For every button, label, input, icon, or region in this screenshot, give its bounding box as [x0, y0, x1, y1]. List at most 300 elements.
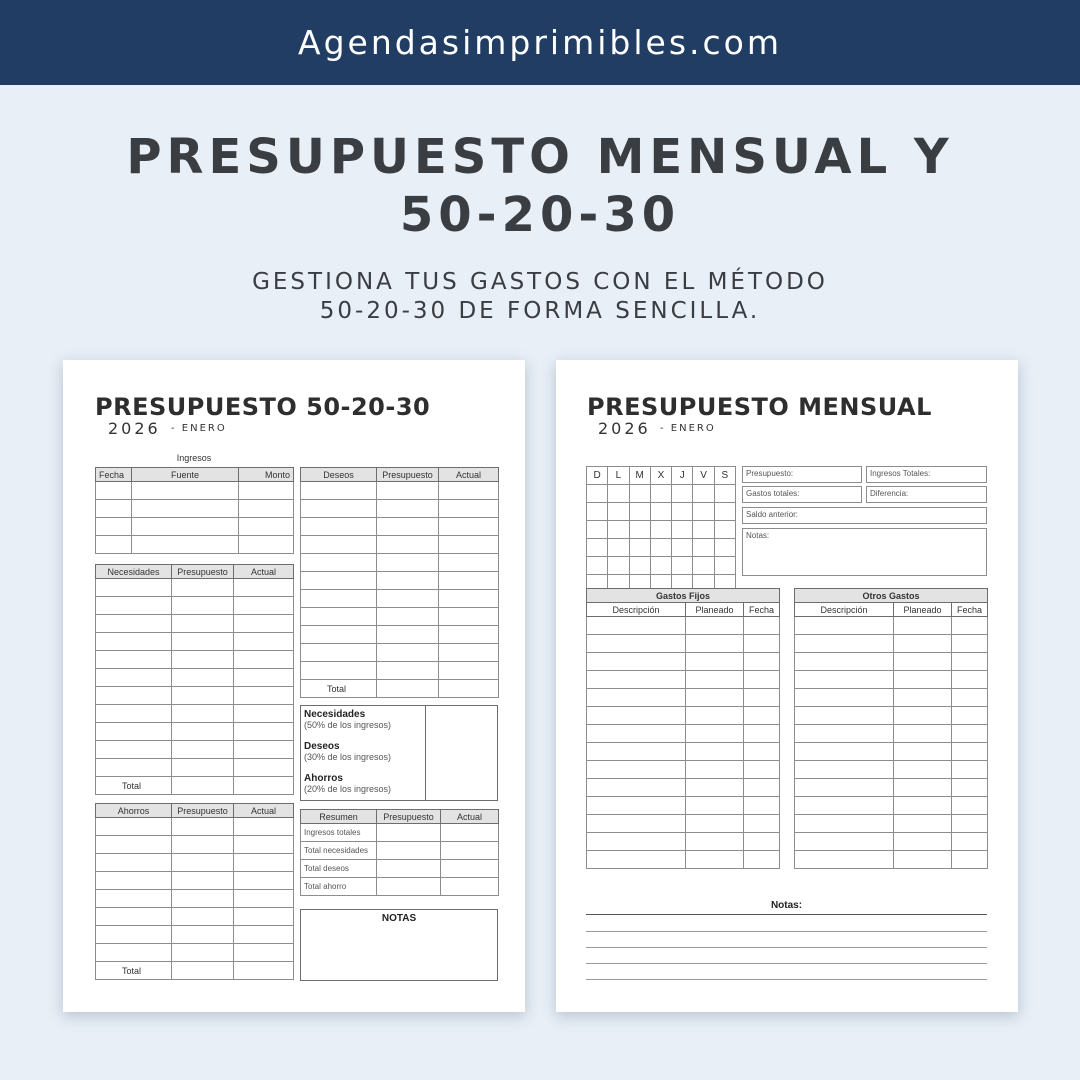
table-cell[interactable] — [377, 680, 439, 698]
table-cell[interactable] — [686, 617, 744, 635]
table-cell[interactable] — [894, 797, 952, 815]
table-cell[interactable] — [795, 617, 894, 635]
table-cell[interactable] — [132, 536, 239, 554]
sheet-title: PRESUPUESTO MENSUAL — [587, 393, 932, 421]
split-note: (50% de los ingresos) — [304, 720, 392, 730]
table-row — [795, 797, 988, 815]
table-cell[interactable] — [894, 689, 952, 707]
table-cell[interactable] — [894, 671, 952, 689]
table-cell[interactable] — [234, 687, 294, 705]
column-header: Presupuesto — [172, 804, 234, 818]
table-cell[interactable] — [239, 536, 294, 554]
table-cell[interactable] — [894, 617, 952, 635]
table-cell[interactable] — [587, 761, 686, 779]
table-cell[interactable] — [894, 833, 952, 851]
calendar-day[interactable] — [714, 503, 735, 521]
calendar-day[interactable] — [672, 485, 693, 503]
table-cell[interactable] — [952, 689, 988, 707]
total-row — [96, 962, 294, 980]
table-cell[interactable] — [686, 653, 744, 671]
table-cell[interactable] — [301, 590, 377, 608]
table-cell[interactable] — [301, 482, 377, 500]
calendar-day[interactable] — [587, 539, 608, 557]
table-cell[interactable] — [795, 707, 894, 725]
table-cell[interactable] — [587, 797, 686, 815]
table-row — [587, 635, 780, 653]
table-cell[interactable] — [96, 536, 132, 554]
table-cell[interactable] — [952, 851, 988, 869]
table-cell[interactable] — [439, 608, 499, 626]
table-cell[interactable] — [686, 671, 744, 689]
table-cell[interactable] — [744, 653, 780, 671]
calendar-day[interactable] — [714, 521, 735, 539]
table-cell[interactable] — [234, 836, 294, 854]
table-row — [301, 878, 499, 896]
table-cell[interactable] — [744, 833, 780, 851]
table-cell[interactable] — [172, 669, 234, 687]
table-cell[interactable] — [744, 671, 780, 689]
table-cell[interactable] — [234, 962, 294, 980]
table-cell[interactable] — [96, 872, 172, 890]
table-cell[interactable] — [377, 554, 439, 572]
calendar-day[interactable] — [587, 485, 608, 503]
table-cell[interactable] — [441, 878, 499, 896]
total-label: Total — [96, 962, 172, 980]
table-cell[interactable] — [234, 723, 294, 741]
table-cell[interactable] — [744, 761, 780, 779]
table-cell[interactable] — [894, 815, 952, 833]
table-cell[interactable] — [587, 779, 686, 797]
table-cell[interactable] — [132, 500, 239, 518]
table-cell[interactable] — [439, 644, 499, 662]
table-cell[interactable] — [96, 669, 172, 687]
table-cell[interactable] — [377, 824, 441, 842]
column-header: Resumen — [301, 810, 377, 824]
column-header: Presupuesto — [172, 565, 234, 579]
table-cell[interactable] — [894, 743, 952, 761]
table-cell[interactable] — [795, 725, 894, 743]
table-cell[interactable] — [96, 615, 172, 633]
calendar-day[interactable] — [650, 521, 671, 539]
table-row — [301, 554, 499, 572]
table-cell[interactable] — [301, 572, 377, 590]
table-cell[interactable] — [587, 851, 686, 869]
table-row — [795, 725, 988, 743]
table-cell[interactable] — [377, 518, 439, 536]
table-cell[interactable] — [795, 797, 894, 815]
table-cell[interactable] — [795, 815, 894, 833]
table-cell[interactable] — [952, 833, 988, 851]
calendar-day[interactable] — [693, 503, 714, 521]
ingresos-totales-field[interactable]: Ingresos Totales: — [866, 466, 987, 483]
table-cell[interactable] — [172, 579, 234, 597]
table-cell[interactable] — [172, 962, 234, 980]
calendar-day[interactable] — [693, 557, 714, 575]
table-cell[interactable] — [439, 662, 499, 680]
table-cell[interactable] — [377, 860, 441, 878]
table-cell[interactable] — [952, 671, 988, 689]
table-cell[interactable] — [587, 671, 686, 689]
table-row — [96, 651, 294, 669]
table-cell[interactable] — [952, 725, 988, 743]
table-cell[interactable] — [377, 662, 439, 680]
table-cell[interactable] — [96, 633, 172, 651]
table-cell[interactable] — [234, 633, 294, 651]
table-row — [301, 500, 499, 518]
split-label: Ahorros — [304, 773, 343, 784]
table-cell[interactable] — [301, 518, 377, 536]
table-cell[interactable] — [172, 723, 234, 741]
table-cell[interactable] — [96, 579, 172, 597]
calendar-day[interactable] — [672, 557, 693, 575]
table-row — [96, 723, 294, 741]
table-cell[interactable] — [795, 635, 894, 653]
calendar-day[interactable] — [629, 521, 650, 539]
table-cell[interactable] — [172, 597, 234, 615]
calendar-day[interactable] — [608, 503, 629, 521]
notas-field[interactable]: Notas: — [742, 528, 987, 576]
notes-line[interactable] — [586, 963, 987, 964]
table-cell[interactable] — [96, 723, 172, 741]
calendar-day[interactable] — [587, 557, 608, 575]
table-cell[interactable] — [587, 725, 686, 743]
table-cell[interactable] — [377, 500, 439, 518]
table-cell[interactable] — [952, 707, 988, 725]
table-cell[interactable] — [952, 761, 988, 779]
table-cell[interactable] — [686, 689, 744, 707]
table-cell[interactable] — [686, 707, 744, 725]
table-cell[interactable] — [234, 944, 294, 962]
table-cell[interactable] — [894, 725, 952, 743]
table-cell[interactable] — [234, 669, 294, 687]
table-cell[interactable] — [172, 854, 234, 872]
table-row — [587, 653, 780, 671]
table-cell[interactable] — [439, 482, 499, 500]
resumen-label: Total necesidades — [301, 842, 377, 860]
table-cell[interactable] — [96, 818, 172, 836]
table-cell[interactable] — [795, 833, 894, 851]
table-cell[interactable] — [301, 536, 377, 554]
table-cell[interactable] — [234, 908, 294, 926]
table-cell[interactable] — [744, 815, 780, 833]
table-cell[interactable] — [377, 878, 441, 896]
calendar-day[interactable] — [629, 485, 650, 503]
column-header: Fuente — [132, 468, 239, 482]
table-cell[interactable] — [172, 615, 234, 633]
calendar-day[interactable] — [650, 485, 671, 503]
calendar-day[interactable] — [672, 521, 693, 539]
table-cell[interactable] — [587, 635, 686, 653]
table-cell[interactable] — [172, 759, 234, 777]
table-cell[interactable] — [686, 815, 744, 833]
table-cell[interactable] — [172, 944, 234, 962]
calendar-day[interactable] — [693, 485, 714, 503]
table-cell[interactable] — [686, 797, 744, 815]
table-cell[interactable] — [234, 759, 294, 777]
calendar-day[interactable] — [608, 557, 629, 575]
table-cell[interactable] — [952, 797, 988, 815]
table-cell[interactable] — [686, 743, 744, 761]
table-cell[interactable] — [587, 743, 686, 761]
table-cell[interactable] — [96, 890, 172, 908]
table-cell[interactable] — [234, 615, 294, 633]
table-cell[interactable] — [172, 705, 234, 723]
subline-line-2: 50-20-30 DE FORMA SENCILLA. — [319, 298, 761, 324]
calendar-day[interactable] — [672, 503, 693, 521]
table-cell[interactable] — [744, 617, 780, 635]
column-header: Descripción — [587, 603, 686, 617]
table-cell[interactable] — [439, 518, 499, 536]
table-cell[interactable] — [172, 741, 234, 759]
calendar-day[interactable] — [608, 521, 629, 539]
calendar-day[interactable] — [714, 557, 735, 575]
mini-calendar — [586, 466, 736, 593]
table-cell[interactable] — [894, 635, 952, 653]
table-cell[interactable] — [96, 687, 172, 705]
table-cell[interactable] — [234, 651, 294, 669]
notes-line[interactable] — [586, 931, 987, 932]
calendar-day[interactable] — [587, 521, 608, 539]
column-header: Presupuesto — [377, 810, 441, 824]
table-cell[interactable] — [377, 608, 439, 626]
table-cell[interactable] — [686, 851, 744, 869]
table-cell[interactable] — [894, 761, 952, 779]
table-cell[interactable] — [301, 662, 377, 680]
table-cell[interactable] — [172, 651, 234, 669]
table-cell[interactable] — [686, 635, 744, 653]
table-cell[interactable] — [172, 908, 234, 926]
diferencia-field[interactable]: Diferencia: — [866, 486, 987, 503]
table-cell[interactable] — [439, 680, 499, 698]
table-cell[interactable] — [234, 872, 294, 890]
table-cell[interactable] — [952, 779, 988, 797]
table-cell[interactable] — [377, 536, 439, 554]
table-cell[interactable] — [301, 644, 377, 662]
table-cell[interactable] — [96, 759, 172, 777]
table-cell[interactable] — [795, 653, 894, 671]
table-cell[interactable] — [439, 590, 499, 608]
table-cell[interactable] — [172, 777, 234, 795]
column-header: Planeado — [894, 603, 952, 617]
table-cell[interactable] — [234, 597, 294, 615]
resumen-label: Ingresos totales — [301, 824, 377, 842]
saldo-anterior-field[interactable]: Saldo anterior: — [742, 507, 987, 524]
calendar-day[interactable] — [714, 539, 735, 557]
table-cell[interactable] — [795, 671, 894, 689]
calendar-day[interactable] — [587, 503, 608, 521]
calendar-day[interactable] — [650, 539, 671, 557]
table-cell[interactable] — [795, 851, 894, 869]
table-cell[interactable] — [795, 743, 894, 761]
table-title: Gastos Fijos — [587, 589, 780, 603]
calendar-day[interactable] — [693, 539, 714, 557]
table-row — [96, 759, 294, 777]
table-cell[interactable] — [587, 833, 686, 851]
table-cell[interactable] — [894, 779, 952, 797]
table-cell[interactable] — [795, 689, 894, 707]
table-row — [795, 671, 988, 689]
monthly-budget-sheet — [556, 360, 1018, 1012]
headline — [0, 128, 1080, 244]
table-cell[interactable] — [301, 554, 377, 572]
table-row — [301, 608, 499, 626]
table-cell[interactable] — [377, 626, 439, 644]
table-cell[interactable] — [172, 926, 234, 944]
table-cell[interactable] — [172, 836, 234, 854]
table-cell[interactable] — [744, 707, 780, 725]
table-cell[interactable] — [894, 653, 952, 671]
table-cell[interactable] — [587, 617, 686, 635]
table-cell[interactable] — [234, 741, 294, 759]
table-cell[interactable] — [587, 653, 686, 671]
table-cell[interactable] — [587, 689, 686, 707]
calendar-day[interactable] — [608, 539, 629, 557]
table-cell[interactable] — [96, 597, 172, 615]
table-cell[interactable] — [439, 572, 499, 590]
table-row — [96, 818, 294, 836]
presupuesto-field[interactable]: Presupuesto: — [742, 466, 862, 483]
table-cell[interactable] — [439, 626, 499, 644]
table-cell[interactable] — [239, 500, 294, 518]
table-cell[interactable] — [96, 518, 132, 536]
table-cell[interactable] — [172, 633, 234, 651]
table-cell[interactable] — [439, 554, 499, 572]
table-cell[interactable] — [239, 482, 294, 500]
table-cell[interactable] — [96, 854, 172, 872]
table-cell[interactable] — [234, 705, 294, 723]
resumen-label: Total ahorro — [301, 878, 377, 896]
column-header: Fecha — [952, 603, 988, 617]
table-row — [795, 617, 988, 635]
table-cell[interactable] — [96, 705, 172, 723]
table-cell[interactable] — [96, 741, 172, 759]
table-title-row — [587, 589, 780, 603]
table-cell[interactable] — [441, 860, 499, 878]
table-cell[interactable] — [301, 500, 377, 518]
table-cell[interactable] — [744, 635, 780, 653]
table-cell[interactable] — [172, 872, 234, 890]
calendar-day[interactable] — [629, 503, 650, 521]
notes-line[interactable] — [586, 914, 987, 915]
table-cell[interactable] — [96, 651, 172, 669]
table-cell[interactable] — [952, 635, 988, 653]
notes-line[interactable] — [586, 979, 987, 980]
table-cell[interactable] — [172, 818, 234, 836]
weekday-label: X — [650, 467, 671, 485]
table-cell[interactable] — [172, 890, 234, 908]
table-cell[interactable] — [686, 833, 744, 851]
table-cell[interactable] — [96, 908, 172, 926]
calendar-day[interactable] — [629, 539, 650, 557]
weekday-label: D — [587, 467, 608, 485]
table-cell[interactable] — [686, 779, 744, 797]
table-cell[interactable] — [377, 644, 439, 662]
table-cell[interactable] — [894, 707, 952, 725]
table-cell[interactable] — [96, 836, 172, 854]
table-cell[interactable] — [952, 743, 988, 761]
table-cell[interactable] — [439, 536, 499, 554]
table-cell[interactable] — [96, 926, 172, 944]
notes-line[interactable] — [586, 947, 987, 948]
table-cell[interactable] — [234, 926, 294, 944]
table-row — [96, 836, 294, 854]
table-cell[interactable] — [234, 818, 294, 836]
table-cell[interactable] — [894, 851, 952, 869]
calendar-day[interactable] — [693, 521, 714, 539]
table-cell[interactable] — [686, 761, 744, 779]
calendar-day[interactable] — [629, 557, 650, 575]
table-cell[interactable] — [744, 797, 780, 815]
column-header: Planeado — [686, 603, 744, 617]
table-cell[interactable] — [744, 743, 780, 761]
calendar-day[interactable] — [608, 485, 629, 503]
table-cell[interactable] — [795, 761, 894, 779]
budget-50-20-30-sheet — [63, 360, 525, 1012]
table-cell[interactable] — [952, 653, 988, 671]
table-cell[interactable] — [234, 854, 294, 872]
table-cell[interactable] — [132, 518, 239, 536]
table-row — [795, 815, 988, 833]
table-cell[interactable] — [686, 725, 744, 743]
table-cell[interactable] — [234, 890, 294, 908]
table-row — [96, 579, 294, 597]
table-cell[interactable] — [234, 777, 294, 795]
table-cell[interactable] — [439, 500, 499, 518]
table-cell[interactable] — [172, 687, 234, 705]
split-note: (30% de los ingresos) — [304, 752, 392, 762]
table-cell[interactable] — [744, 689, 780, 707]
table-cell[interactable] — [441, 842, 499, 860]
table-row — [96, 854, 294, 872]
table-cell[interactable] — [744, 779, 780, 797]
table-cell[interactable] — [587, 707, 686, 725]
calendar-day[interactable] — [650, 503, 671, 521]
table-cell[interactable] — [795, 779, 894, 797]
calendar-day[interactable] — [672, 539, 693, 557]
table-cell[interactable] — [377, 482, 439, 500]
table-cell[interactable] — [952, 617, 988, 635]
table-cell[interactable] — [96, 500, 132, 518]
column-header: Actual — [234, 565, 294, 579]
table-cell[interactable] — [239, 518, 294, 536]
table-row — [795, 653, 988, 671]
table-header-row — [301, 468, 499, 482]
table-cell[interactable] — [441, 824, 499, 842]
table-cell[interactable] — [377, 842, 441, 860]
table-cell[interactable] — [744, 851, 780, 869]
table-cell[interactable] — [132, 482, 239, 500]
calendar-day[interactable] — [650, 557, 671, 575]
table-cell[interactable] — [952, 815, 988, 833]
table-row — [587, 851, 780, 869]
table-row — [96, 669, 294, 687]
sheet-month: - ENERO — [660, 423, 716, 434]
gastos-totales-field[interactable]: Gastos totales: — [742, 486, 862, 503]
table-cell[interactable] — [587, 815, 686, 833]
table-cell[interactable] — [377, 590, 439, 608]
table-cell[interactable] — [96, 944, 172, 962]
calendar-day[interactable] — [714, 485, 735, 503]
table-cell[interactable] — [234, 579, 294, 597]
table-cell[interactable] — [301, 626, 377, 644]
table-cell[interactable] — [377, 572, 439, 590]
column-header: Presupuesto — [377, 468, 439, 482]
notas-box[interactable] — [300, 909, 498, 981]
table-cell[interactable] — [96, 482, 132, 500]
column-header: Actual — [234, 804, 294, 818]
table-cell[interactable] — [301, 608, 377, 626]
table-cell[interactable] — [744, 725, 780, 743]
